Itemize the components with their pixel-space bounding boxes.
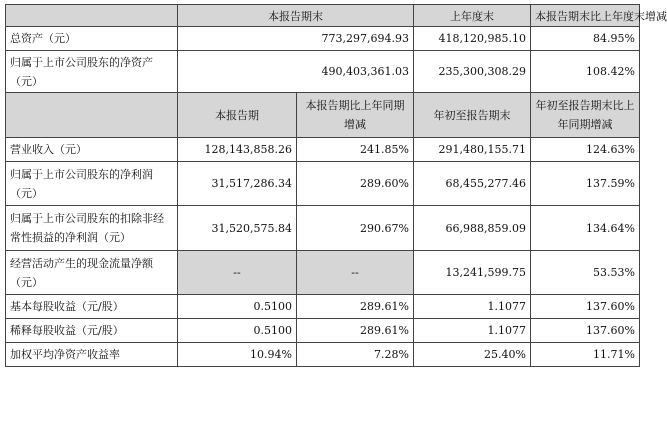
cell-ytd-change: 137.60% [531, 295, 640, 319]
cell-period-change: 290.67% [297, 206, 414, 251]
cell-ytd: 1.1077 [414, 319, 531, 343]
cell-prior: 235,300,308.29 [414, 51, 531, 93]
table-row [6, 162, 640, 206]
cell-ytd-change: 53.53% [531, 251, 640, 295]
header-prior-year-end: 上年度末 [414, 5, 531, 27]
cell-period: 10.94% [178, 343, 297, 367]
income-header-row [6, 93, 640, 138]
table-row [6, 251, 640, 295]
cell-period-change: 7.28% [297, 343, 414, 367]
cell-ytd-change: 124.63% [531, 138, 640, 162]
cell-period-change: 289.60% [297, 162, 414, 206]
cell-period: 0.5100 [178, 295, 297, 319]
header-blank [6, 93, 178, 138]
table-row [6, 295, 640, 319]
cell-change: 84.95% [531, 27, 640, 51]
cell-period: 31,520,575.84 [178, 206, 297, 251]
cell-period: 0.5100 [178, 319, 297, 343]
cell-current: 490,403,361.03 [178, 51, 414, 93]
table-row [6, 138, 640, 162]
financial-summary [5, 4, 667, 367]
cell-period-change: -- [297, 251, 414, 295]
header-ytd: 年初至报告期末 [414, 93, 531, 138]
row-label: 总资产（元） [6, 27, 178, 51]
financial-table [5, 4, 667, 367]
table-row [6, 27, 640, 51]
cell-ytd: 25.40% [414, 343, 531, 367]
cell-ytd: 66,988,859.09 [414, 206, 531, 251]
header-current-end: 本报告期末 [178, 5, 414, 27]
cell-current: 773,297,694.93 [178, 27, 414, 51]
row-label: 经营活动产生的现金流量净额（元） [6, 251, 178, 295]
cell-period-change: 289.61% [297, 295, 414, 319]
cell-prior: 418,120,985.10 [414, 27, 531, 51]
row-label: 稀释每股收益（元/股） [6, 319, 178, 343]
row-label: 加权平均净资产收益率 [6, 343, 178, 367]
cell-ytd: 68,455,277.46 [414, 162, 531, 206]
row-label: 基本每股收益（元/股） [6, 295, 178, 319]
balance-header-row [6, 5, 640, 27]
cell-period-change: 241.85% [297, 138, 414, 162]
cell-ytd: 1.1077 [414, 295, 531, 319]
table-row [6, 206, 640, 251]
table-row [6, 319, 640, 343]
cell-period: 128,143,858.26 [178, 138, 297, 162]
header-period: 本报告期 [178, 93, 297, 138]
cell-ytd-change: 11.71% [531, 343, 640, 367]
cell-change: 108.42% [531, 51, 640, 93]
row-label: 归属于上市公司股东的净资产（元） [6, 51, 178, 93]
cell-ytd-change: 137.59% [531, 162, 640, 206]
header-blank [6, 5, 178, 27]
header-ytd-change: 年初至报告期末比上年同期增减 [531, 93, 640, 138]
cell-ytd: 291,480,155.71 [414, 138, 531, 162]
table-row [6, 51, 640, 93]
table-row [6, 343, 640, 367]
cell-period-change: 289.61% [297, 319, 414, 343]
row-label: 营业收入（元） [6, 138, 178, 162]
cell-ytd-change: 137.60% [531, 319, 640, 343]
cell-ytd: 13,241,599.75 [414, 251, 531, 295]
row-label: 归属于上市公司股东的净利润（元） [6, 162, 178, 206]
cell-period: -- [178, 251, 297, 295]
cell-ytd-change: 134.64% [531, 206, 640, 251]
cell-period: 31,517,286.34 [178, 162, 297, 206]
header-period-change: 本报告期比上年同期增减 [297, 93, 414, 138]
row-label: 归属于上市公司股东的扣除非经常性损益的净利润（元） [6, 206, 178, 251]
header-change: 本报告期末比上年度末增减 [531, 5, 640, 27]
